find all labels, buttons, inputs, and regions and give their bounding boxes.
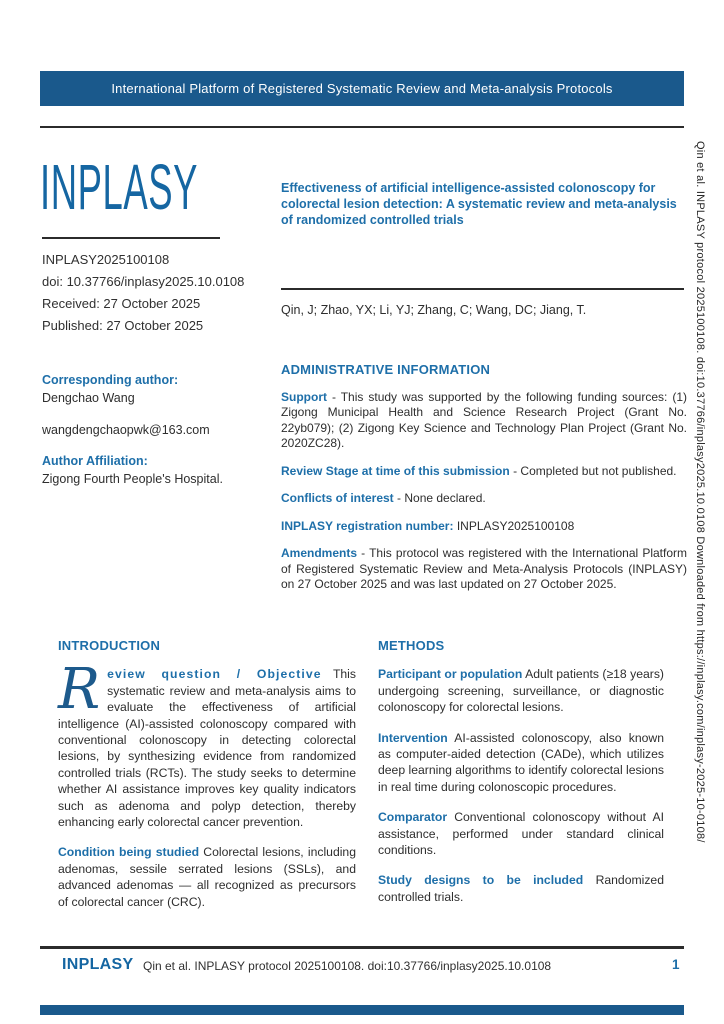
logo-divider [42, 237, 220, 239]
review-question-label: eview question / Objective [107, 667, 322, 682]
support-text: - This study was supported by the following funding sources: (1) Zigong Municipal Health and Science Research Project (Grant No. 22yb079); (2) Zigong Key Science and Technology Plan Project (Grant No. 2020ZC28). [281, 389, 687, 450]
footer-brand: INPLASY [62, 956, 134, 973]
participant-paragraph [378, 666, 664, 715]
bottom-bar [40, 1005, 684, 1015]
conflicts-label: Conflicts of interest [281, 491, 394, 505]
corresponding-author-label: Corresponding author: [42, 373, 179, 387]
doi-line: doi: 10.37766/inplasy2025.10.0108 [42, 274, 245, 289]
review-stage-label: Review Stage at time of this submission [281, 463, 510, 478]
conflicts-text: - None declared. [393, 491, 486, 505]
methods-section [378, 638, 664, 919]
intervention-paragraph [378, 730, 664, 796]
review-stage-text: - Completed but not published. [509, 463, 677, 478]
methods-heading: METHODS [378, 638, 445, 653]
amendments-text: - This protocol was registered with the International Platform of Registered Systematic Review and Meta-Analysis Protocols (INPLASY) on 27 October 2025 and was last updated on 27 October 2025. [281, 546, 687, 591]
protocol-meta [42, 252, 244, 340]
condition-text: Colorectal lesions, including adenomas, sessile serrated lesions (SSLs), and advanced adenomas — all recognized as precursors of colorectal cancer (CRC). [58, 845, 356, 909]
drop-cap: R [58, 657, 101, 723]
banner-text: International Platform of Registered Systematic Review and Meta-analysis Protocols [111, 81, 613, 96]
page-number: 1 [672, 957, 680, 972]
comparator-text: Conventional colonoscopy without AI assistance, performed under standard clinical conditions. [378, 810, 664, 858]
received-date: Received: 27 October 2025 [42, 296, 201, 311]
review-question-text: This systematic review and meta-analysis aims to evaluate the effectiveness of artificial intelligence (AI)-assisted colonoscopy compared with conventional colonoscopy in detecting colorectal lesions, by synthesizing evidence from randomized controlled trials (RCTs). The study seeks to determine whether AI assistance improves key quality indicators such as adenoma and polyp detection, thereby enhancing early colorectal cancer prevention. [58, 667, 356, 830]
protocol-title: Effectiveness of artificial intelligence-assisted colonoscopy for colorectal lesion detection: A systematic review and meta-analysis of randomized controlled trials [281, 181, 677, 227]
footer-citation: Qin et al. INPLASY protocol 2025100108. doi:10.37766/inplasy2025.10.0108 [143, 959, 552, 973]
admin-heading: ADMINISTRATIVE INFORMATION [281, 362, 491, 377]
support-paragraph [281, 390, 687, 452]
support-label: Support [281, 389, 327, 404]
study-designs-paragraph [378, 872, 664, 905]
published-date: Published: 27 October 2025 [42, 318, 204, 333]
affiliation-value: Zigong Fourth People's Hospital. [42, 472, 223, 486]
study-designs-label: Study designs to be included [378, 873, 584, 888]
intervention-label: Intervention [378, 730, 448, 745]
side-citation: Qin et al. INPLASY protocol 2025100108. doi:10.37766/inplasy2025.10.0108 Downloaded from https://inplasy.com/inplasy-2025-10-0108/ [694, 141, 706, 843]
review-question-paragraph [58, 657, 356, 830]
registration-id: INPLASY2025100108 [42, 252, 170, 267]
registration-number-text: INPLASY2025100108 [453, 518, 575, 533]
review-stage-paragraph [281, 464, 687, 480]
affiliation-label: Author Affiliation: [42, 454, 148, 468]
administrative-information-section [281, 362, 687, 605]
amendments-paragraph [281, 546, 687, 593]
comparator-paragraph [378, 809, 664, 858]
introduction-section [58, 638, 356, 924]
inplasy-logo: INPLASY [40, 151, 199, 223]
registration-number-paragraph [281, 519, 687, 535]
authors-divider [281, 288, 684, 290]
study-designs-text: Randomized controlled trials. [378, 873, 664, 904]
corresponding-author-name: Dengchao Wang [42, 391, 135, 405]
intervention-text: AI-assisted colonoscopy, also known as computer-aided detection (CADe), which utilizes deep learning algorithms to identify colorectal lesions in real time during colonoscopic procedures. [378, 730, 664, 794]
amendments-label: Amendments [281, 546, 358, 560]
introduction-heading: INTRODUCTION [58, 638, 161, 653]
participant-text: Adult patients (≥18 years) undergoing screening, surveillance, or diagnostic colonoscopy for colorectal lesions. [378, 667, 664, 715]
condition-label: Condition being studied [58, 845, 200, 860]
participant-label: Participant or population [378, 667, 523, 682]
conflicts-paragraph [281, 491, 687, 507]
top-divider [40, 126, 684, 128]
footer-divider [40, 946, 684, 949]
contact-block [42, 372, 278, 487]
condition-paragraph [58, 844, 356, 910]
corresponding-email: wangdengchaopwk@163.com [42, 423, 210, 437]
comparator-label: Comparator [378, 810, 448, 825]
registration-number-label: INPLASY registration number: [281, 518, 454, 533]
authors-line: Qin, J; Zhao, YX; Li, YJ; Zhang, C; Wang, DC; Jiang, T. [281, 303, 587, 317]
top-banner [40, 71, 684, 106]
